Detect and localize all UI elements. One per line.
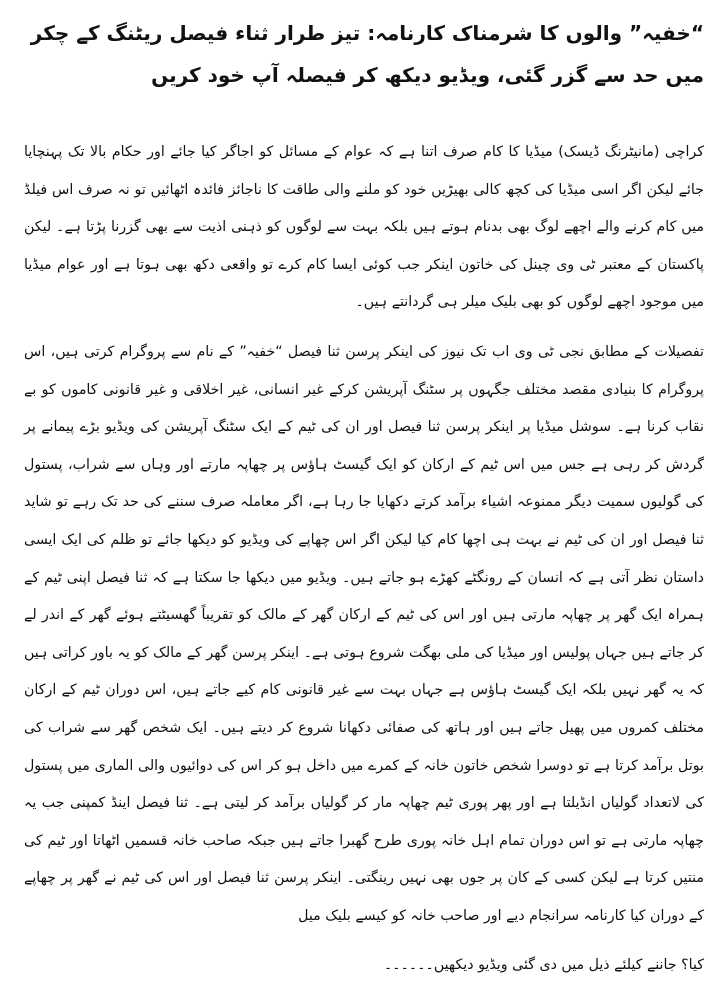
article-paragraph-1: کراچی (مانیٹرنگ ڈیسک) میڈیا کا کام صرف اتنا ہے کہ عوام کے مسائل کو اجاگر کیا جائے اور حکام بالا تک پہنچایا جائے لیکن اگر اسی میڈیا کی کچھ کالی بھیڑیں خود کو ملنے والی طاقت کا ناجائز فائدہ اٹھائیں تو نہ صرف اس فیلڈ میں کام کرنے والے اچھے لوگ بھی بدنام ہوتے ہیں بلکہ بہت سے لوگوں کو ذہنی اذیت سے بھی گزرنا پڑتا ہے۔ لیکن پاکستان کے معتبر ٹی وی چینل کی خاتون اینکر جب کوئی ایسا کام کرے تو واقعی دکھ بھی ہوتا ہے اور عوام میڈیا میں موجود اچھے لوگوں کو بھی بلیک میلر ہی گردانتے ہیں۔ bbox=[24, 144, 704, 311]
article-closing-line: کیا؟ جاننے کیلئے ذیل میں دی گئی ویڈیو دیکھیں۔۔۔۔۔۔ bbox=[383, 957, 704, 974]
article bbox=[24, 12, 704, 985]
article-title: “خفیہ” والوں کا شرمناک کارنامہ: تیز طرار ثناء فیصل ریٹنگ کے چکر میں حد سے گزر گئی، ویڈیو دیکھ کر فیصلہ آپ خود کریں bbox=[30, 21, 704, 87]
article-paragraph-2: تفصیلات کے مطابق نجی ٹی وی اب تک نیوز کی اینکر پرسن ثنا فیصل “خفیہ” کے نام سے پروگرام کرتی ہیں، اس پروگرام کا بنیادی مقصد مختلف جگہوں پر سٹنگ آپریشن کرکے غیر انسانی، غیر اخلاقی و غیر قانونی کاموں کو بے نقاب کرنا ہے۔ سوشل میڈیا پر اینکر پرسن ثنا فیصل اور ان کی ٹیم کے ایک سٹنگ آپریشن کی ویڈیو بڑے پیمانے پر گردش کر رہی ہے جس میں اس ٹیم کے ارکان کو ایک گیسٹ ہاؤس پر چھاپہ مارتے اور وہاں سے شراب، پستول کی گولیوں سمیت دیگر ممنوعہ اشیاء برآمد کرتے دکھایا جا رہا ہے، اگر معاملہ صرف سننے کی حد تک رہے تو شاید ثنا فیصل اور ان کی ٹیم نے بہت ہی اچھا کام کیا لیکن اگر اس چھاپے کی ویڈیو کو دیکھا جائے تو ظلم کی ایک ایسی داستان نظر آتی ہے کہ انسان کے رونگٹے کھڑے ہو جاتے ہیں۔ ویڈیو میں دیکھا جا سکتا ہے کہ ثنا فیصل اپنی ٹیم کے ہمراہ ایک گھر پر چھاپہ مارتی ہیں اور اس کی ٹیم کے ارکان گھر کے مالک کو تقریباً گھسیٹتے ہوئے گھر کے اندر لے کر جاتے ہیں جہاں پولیس اور میڈیا کی ملی بھگت شروع ہوتی ہے۔ اینکر پرسن گھر کے مالک کو یہ باور کراتی ہیں کہ یہ گھر نہیں بلکہ ایک گیسٹ ہاؤس ہے جہاں بہت سے غیر قانونی کام کیے جاتے ہیں، اس دوران ٹیم کے ارکان مختلف کمروں میں پھیل جاتے ہیں اور ہاتھ کی صفائی دکھانا شروع کر دیتے ہیں۔ ایک شخص گھر سے شراب کی بوتل برآمد کرتا ہے تو دوسرا شخص خاتون خانہ کے کمرے میں داخل ہو کر اس کی دوائیوں والی الماری میں پستول کی لاتعداد گولیاں انڈیلتا ہے اور پھر پوری ٹیم چھاپہ مار کر گولیاں برآمد کر لیتی ہے۔ ثنا فیصل اینڈ کمپنی جب یہ چھاپہ مارتی ہے تو اس دوران تمام اہل خانہ پوری طرح گھبرا جاتے ہیں جبکہ صاحب خانہ قسمیں اٹھاتا اور ٹیم کی منتیں کرتا ہے لیکن کسی کے کان پر جوں بھی نہیں رینگتی۔ اینکر پرسن ثنا فیصل اور اس کی ٹیم نے گھر پر چھاپے کے دوران کیا کارنامہ سرانجام دیے اور صاحب خانہ کو کیسے بلیک میل bbox=[24, 343, 704, 924]
